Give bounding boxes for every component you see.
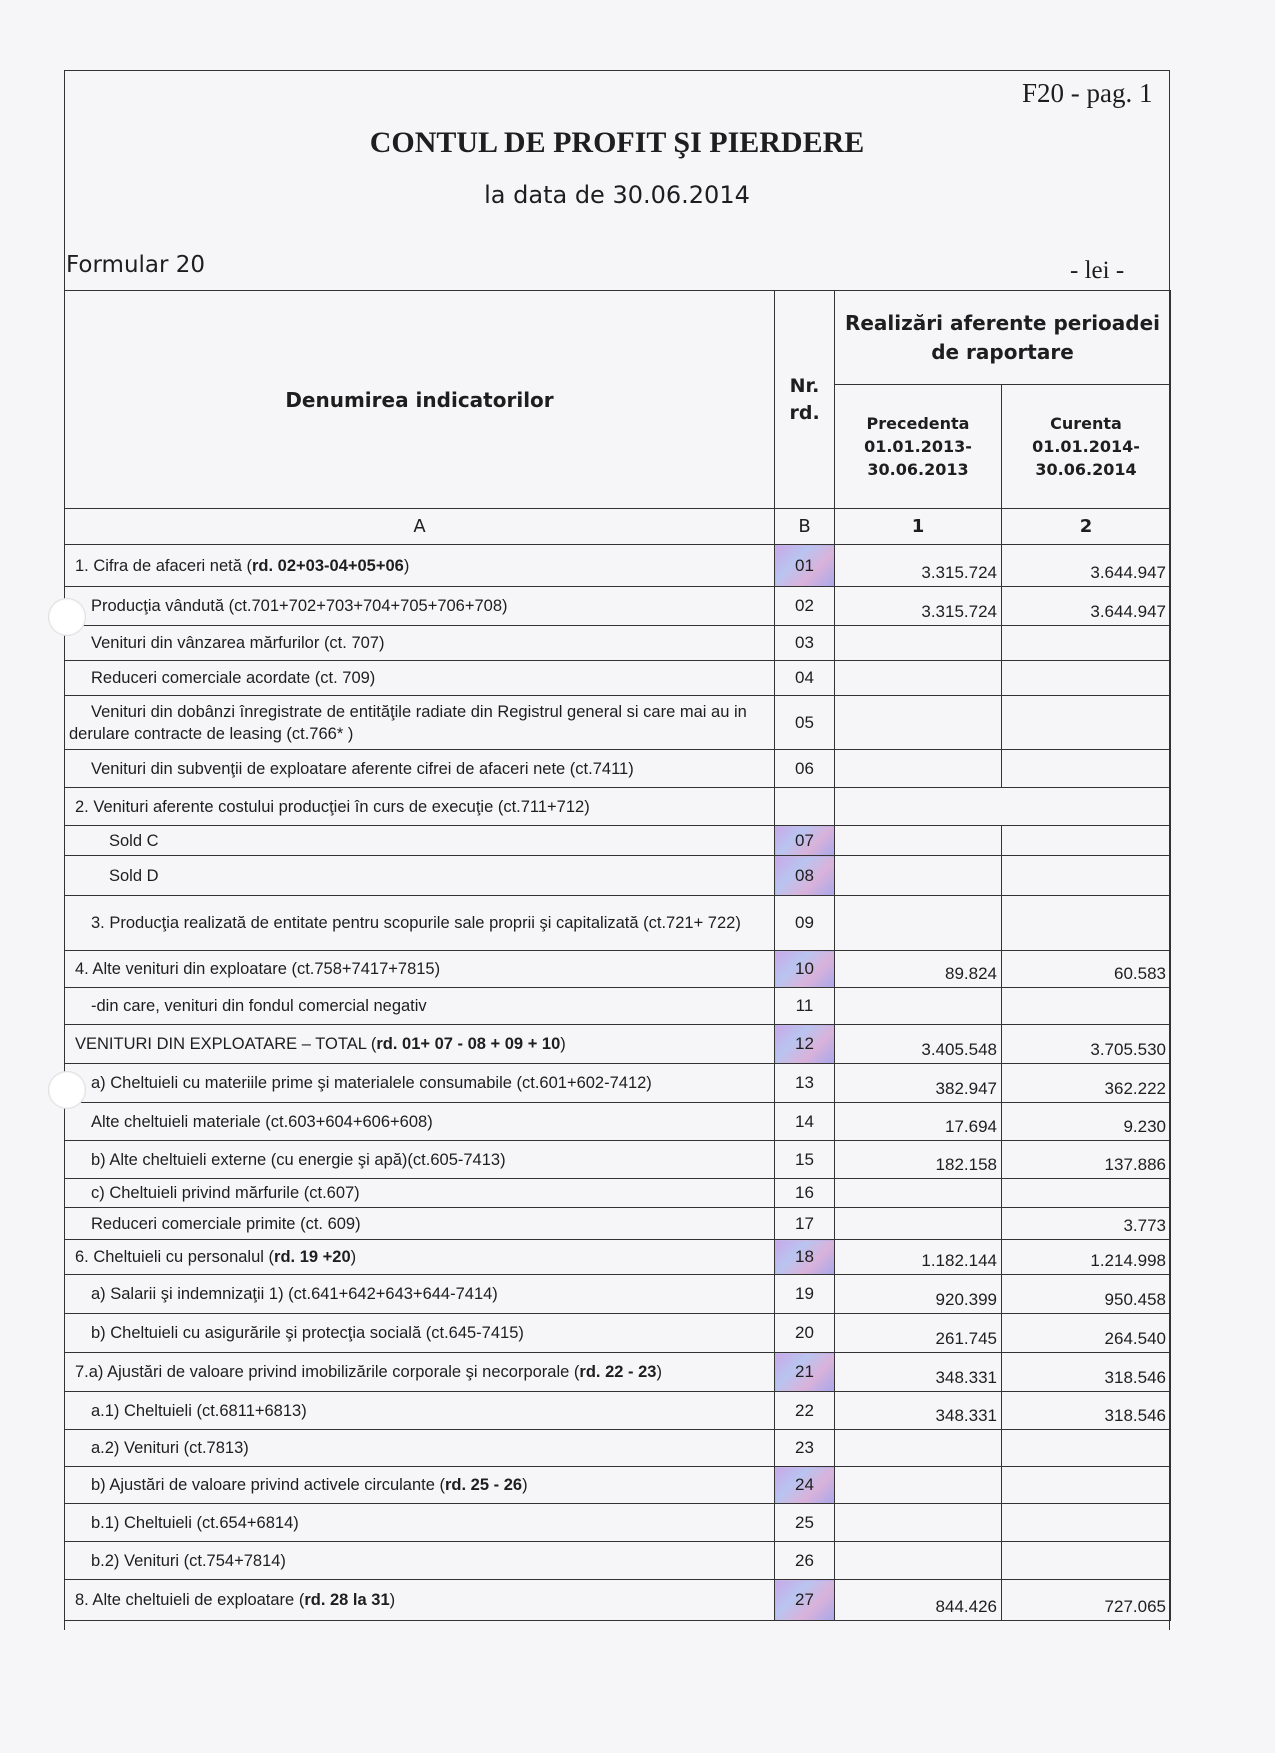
value-current: 9.230 [1002,1103,1171,1141]
indicator-text: a) Salarii şi indemnizaţii 1) (ct.641+642+643+644-7414) [91,1285,498,1303]
indicator-name [65,545,775,587]
value-current: 3.644.947 [1002,545,1171,587]
indicator-name [65,1103,775,1141]
value-current: 318.546 [1002,1392,1171,1430]
value-current: 60.583 [1002,951,1171,988]
indicator-name [65,750,775,788]
page-label: F20 - pag. 1 [1022,78,1153,108]
indicator-text: Alte cheltuieli materiale (ct.603+604+606+608) [91,1112,433,1131]
row-number: 06 [775,750,835,788]
indicator-text: Reduceri comerciale primite (ct. 609) [91,1214,361,1233]
value-previous [835,696,1002,750]
table-row [65,661,1171,696]
table-row [65,1580,1171,1621]
indicator-text: 6. Cheltuieli cu personalul ( [75,1248,275,1266]
indicator-text: Venituri din subvenţii de exploatare aferente cifrei de afaceri nete (ct.7411) [91,759,634,778]
indicator-name [65,988,775,1025]
header-indicator-name: Denumirea indicatorilor [65,291,775,509]
value-current [1002,988,1171,1025]
table-row [65,545,1171,587]
indicator-name [65,1504,775,1542]
table-row [65,626,1171,661]
indicator-formula: rd. 19 +20 [274,1248,351,1266]
indicator-text: -din care, venituri din fondul comercial negativ [91,997,427,1015]
table-row [65,1240,1171,1275]
indicator-name [65,661,775,696]
row-number: 22 [775,1392,835,1430]
indicator-text: b) Cheltuieli cu asigurările şi protecţia socială (ct.645-7415) [91,1324,524,1342]
value-current [1002,1467,1171,1504]
indicator-text: 1. Cifra de afaceri netă ( [75,556,253,575]
indicator-formula: rd. 28 la 31 [304,1591,390,1609]
table-row [65,1314,1171,1353]
value-previous: 348.331 [835,1392,1002,1430]
indicator-text: Sold D [109,866,159,885]
value-current [1002,1430,1171,1467]
indicator-name [65,1240,775,1275]
form-number: Formular 20 [66,252,206,278]
table-row [65,696,1171,750]
column-letter-b: B [775,509,835,545]
indicator-text: 4. Alte venituri din exploatare (ct.758+7417+7815) [75,960,441,978]
indicator-text: b.1) Cheltuieli (ct.654+6814) [91,1513,299,1532]
row-number: 24 [775,1467,835,1504]
punch-hole-top [48,598,86,636]
row-number: 26 [775,1542,835,1580]
indicator-name [65,1314,775,1353]
row-number: 02 [775,587,835,626]
row-number: 08 [775,856,835,896]
indicator-name [65,826,775,856]
indicator-name [65,1392,775,1430]
value-previous: 3.315.724 [835,545,1002,587]
row-number: 15 [775,1141,835,1179]
row-number: 12 [775,1025,835,1064]
row-number: 04 [775,661,835,696]
row-number: 18 [775,1240,835,1275]
value-current: 3.773 [1002,1208,1171,1240]
table-row [65,1025,1171,1064]
value-previous [835,856,1002,896]
table-row [65,1064,1171,1103]
indicator-text: a.1) Cheltuieli (ct.6811+6813) [91,1401,307,1420]
value-current [1002,896,1171,951]
table-row [65,1430,1171,1467]
indicator-text: VENITURI DIN EXPLOATARE – TOTAL ( [75,1035,377,1053]
value-previous [835,1430,1002,1467]
value-current: 137.886 [1002,1141,1171,1179]
currency-unit: - lei - [1070,257,1125,284]
indicator-formula: rd. 25 - 26 [445,1476,523,1494]
table-row [65,1141,1171,1179]
value-previous: 17.694 [835,1103,1002,1141]
row-number: 17 [775,1208,835,1240]
table-row [65,1208,1171,1240]
indicator-name [65,696,775,750]
row-number: 20 [775,1314,835,1353]
value-current: 3.644.947 [1002,587,1171,626]
table-row [65,1504,1171,1542]
indicator-name [65,1179,775,1208]
indicator-name [65,626,775,661]
indicator-text: 2. Venituri aferente costului producţiei în curs de execuţie (ct.711+712) [75,797,590,816]
value-previous [835,896,1002,951]
row-number [775,788,835,826]
indicator-text: Producţia vândută (ct.701+702+703+704+705+706+708) [91,597,508,615]
document-title: CONTUL DE PROFIT ŞI PIERDERE [369,126,865,159]
value-previous: 89.824 [835,951,1002,988]
value-current [1002,826,1171,856]
indicator-tail: ) [522,1476,528,1494]
indicator-formula: rd. 02+03-04+05+06 [252,556,404,575]
header-previous-period [835,385,1002,509]
header-current-period [1002,385,1171,509]
indicator-name [65,1208,775,1240]
indicator-name [65,1580,775,1621]
value-current: 3.705.530 [1002,1025,1171,1064]
column-letter-a: A [65,509,775,545]
indicator-text: Reduceri comerciale acordate (ct. 709) [91,669,376,687]
table-row [65,1542,1171,1580]
row-number: 10 [775,951,835,988]
table-row [65,988,1171,1025]
indicator-text: b) Ajustări de valoare privind activele circulante ( [91,1476,446,1494]
row-number: 21 [775,1353,835,1392]
indicator-tail: ) [389,1591,396,1609]
value-previous [835,1467,1002,1504]
indicator-name [65,951,775,988]
current-label: Curenta [1050,414,1122,433]
value-previous [835,1179,1002,1208]
table-row [65,826,1171,856]
value-previous: 920.399 [835,1275,1002,1314]
header-nr-label: Nr. rd. [789,374,820,424]
value-previous [835,826,1002,856]
indicator-text: Venituri din dobânzi înregistrate de entităţile radiate din Registrul general si care mai au in derulare contracte de leasing (ct.766* ) [69,702,747,743]
table-row [65,587,1171,626]
indicator-tail: ) [560,1035,566,1053]
value-previous: 844.426 [835,1580,1002,1621]
table-row [65,951,1171,988]
value-previous: 382.947 [835,1064,1002,1103]
indicator-text: a) Cheltuieli cu materiile prime şi materialele consumabile (ct.601+602-7412) [91,1074,652,1092]
current-range: 01.01.2014-30.06.2014 [1032,437,1140,479]
table-row [65,1392,1171,1430]
indicator-text: c) Cheltuieli privind mărfurile (ct.607) [91,1184,360,1202]
indicator-name [65,1064,775,1103]
indicator-name [65,1141,775,1179]
indicator-tail: ) [403,556,410,575]
value-previous: 1.182.144 [835,1240,1002,1275]
column-number-1: 1 [835,509,1002,545]
table-row [65,1467,1171,1504]
indicator-text: 8. Alte cheltuieli de exploatare ( [75,1591,305,1609]
value-previous [835,1504,1002,1542]
value-current [1002,661,1171,696]
indicator-text: b.2) Venituri (ct.754+7814) [91,1551,286,1570]
indicator-name [65,896,775,951]
row-number: 03 [775,626,835,661]
indicator-name [65,1542,775,1580]
indicator-name [65,856,775,896]
value-previous [835,1542,1002,1580]
indicator-name [65,587,775,626]
row-number: 01 [775,545,835,587]
row-number: 13 [775,1064,835,1103]
column-number-2: 2 [1002,509,1171,545]
row-number: 19 [775,1275,835,1314]
indicator-tail: ) [350,1248,357,1266]
value-previous [835,988,1002,1025]
indicator-name [65,788,775,826]
indicator-tail: ) [656,1363,662,1381]
indicator-name [65,1467,775,1504]
indicator-name [65,1430,775,1467]
value-previous [835,626,1002,661]
value-current: 950.458 [1002,1275,1171,1314]
value-previous: 348.331 [835,1353,1002,1392]
punch-hole-bottom [48,1071,86,1109]
value-current: 264.540 [1002,1314,1171,1353]
value-previous [835,750,1002,788]
indicator-text: 3. Producţia realizată de entitate pentru scopurile sale proprii şi capitalizată (ct.721+ 722) [91,914,741,932]
value-current: 318.546 [1002,1353,1171,1392]
header-realizari: Realizări aferente perioadei de raportare [835,291,1171,385]
value-current [1002,1542,1171,1580]
row-number: 14 [775,1103,835,1141]
header-row-number [775,291,835,509]
indicator-formula: rd. 01+ 07 - 08 + 09 + 10 [376,1035,561,1053]
value-previous: 261.745 [835,1314,1002,1353]
indicator-text: Sold C [109,831,159,850]
indicator-name [65,1275,775,1314]
table-row [65,1275,1171,1314]
value-current: 1.214.998 [1002,1240,1171,1275]
value-merged-empty [835,788,1171,826]
indicator-text: 7.a) Ajustări de valoare privind imobilizările corporale şi necorporale ( [75,1363,580,1381]
value-current [1002,696,1171,750]
row-number: 07 [775,826,835,856]
table-row [65,856,1171,896]
value-current: 362.222 [1002,1064,1171,1103]
value-previous [835,1208,1002,1240]
table-row [65,788,1171,826]
row-number: 09 [775,896,835,951]
row-number: 05 [775,696,835,750]
indicator-text: Venituri din vânzarea mărfurilor (ct. 707) [91,634,385,652]
value-current [1002,750,1171,788]
value-previous: 3.315.724 [835,587,1002,626]
row-number: 16 [775,1179,835,1208]
value-current [1002,626,1171,661]
indicator-text: b) Alte cheltuieli externe (cu energie şi apă)(ct.605-7413) [91,1150,506,1169]
report-date: la data de 30.06.2014 [484,181,750,209]
row-number: 11 [775,988,835,1025]
previous-range: 01.01.2013-30.06.2013 [864,437,972,479]
indicator-name [65,1353,775,1392]
table-row [65,896,1171,951]
row-number: 27 [775,1580,835,1621]
value-current: 727.065 [1002,1580,1171,1621]
value-previous: 3.405.548 [835,1025,1002,1064]
indicator-formula: rd. 22 - 23 [579,1363,657,1381]
row-number: 23 [775,1430,835,1467]
previous-label: Precedenta [866,414,970,433]
indicator-text: a.2) Venituri (ct.7813) [91,1439,249,1457]
value-current [1002,1179,1171,1208]
value-current [1002,856,1171,896]
profit-loss-table [64,290,1171,1621]
value-current [1002,1504,1171,1542]
table-row [65,1103,1171,1141]
value-previous [835,661,1002,696]
value-previous: 182.158 [835,1141,1002,1179]
row-number: 25 [775,1504,835,1542]
indicator-name [65,1025,775,1064]
table-row [65,750,1171,788]
table-row [65,1179,1171,1208]
table-row [65,1353,1171,1392]
